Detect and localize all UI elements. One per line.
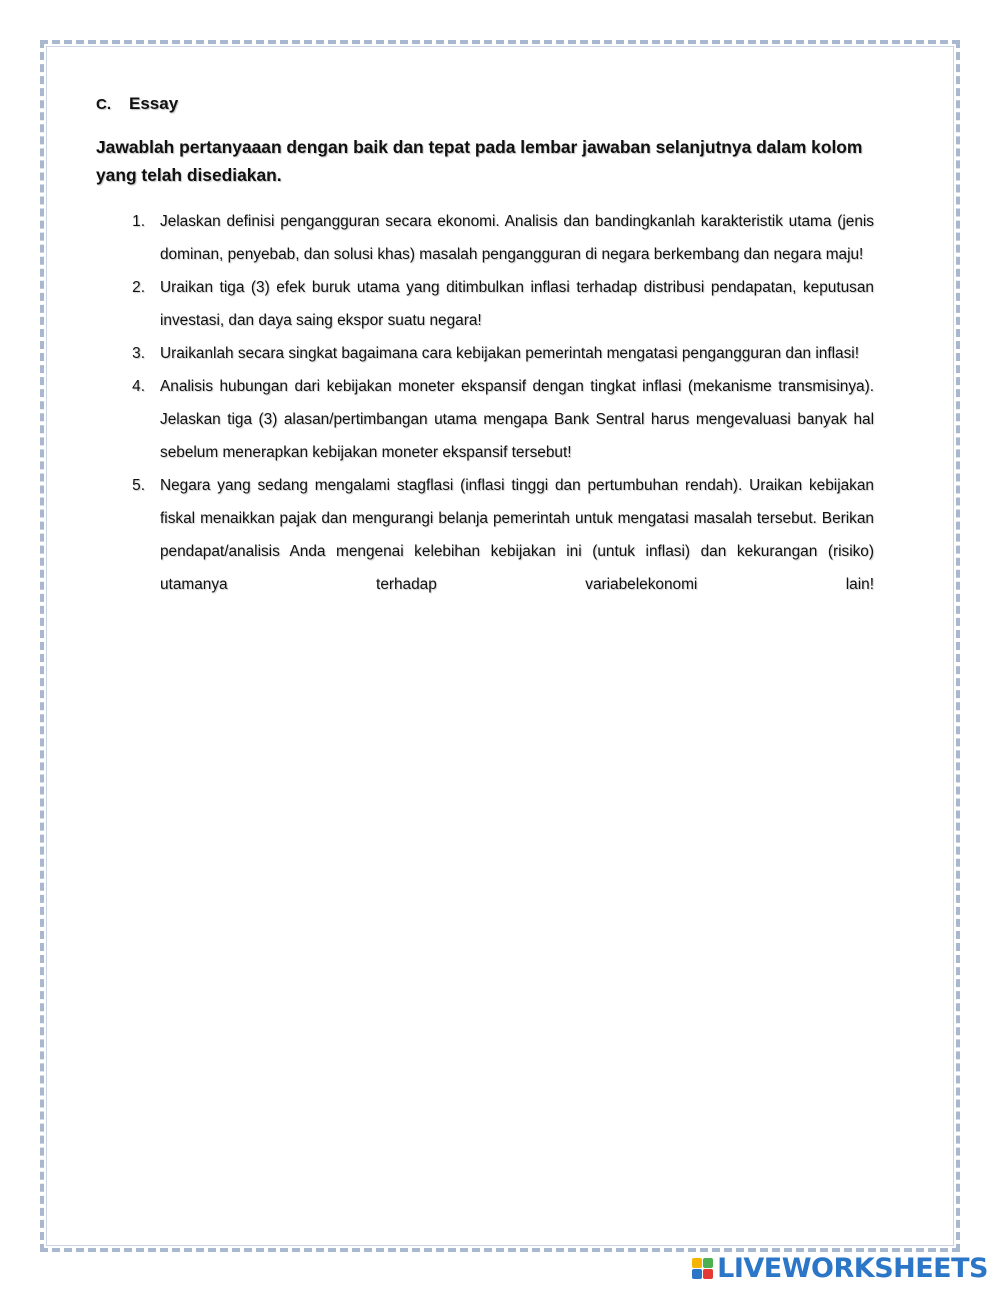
question-number: 3. bbox=[132, 345, 145, 362]
question-number: 2. bbox=[132, 279, 145, 296]
question-item bbox=[96, 271, 874, 337]
watermark-text: LIVEWORKSHEETS bbox=[717, 1253, 988, 1284]
section-heading bbox=[96, 94, 874, 114]
liveworksheets-watermark bbox=[692, 1253, 988, 1284]
logo-tile bbox=[703, 1269, 713, 1279]
question-text: Jelaskan definisi pengangguran secara ekonomi. Analisis dan bandingkanlah karakteristik utama (jenis dominan, penyebab, dan solusi khas) masalah pengangguran di negara berkembang dan negara maju! bbox=[160, 213, 874, 263]
question-number: 1. bbox=[132, 213, 145, 230]
question-number: 4. bbox=[132, 378, 145, 395]
question-item bbox=[96, 337, 874, 370]
logo-tile bbox=[692, 1269, 702, 1279]
question-item bbox=[96, 370, 874, 469]
question-text: Uraikan tiga (3) efek buruk utama yang ditimbulkan inflasi terhadap distribusi pendapatan, keputusan investasi, dan daya saing ekspor suatu negara! bbox=[160, 279, 874, 329]
question-item bbox=[96, 205, 874, 271]
question-text: Analisis hubungan dari kebijakan moneter ekspansif dengan tingkat inflasi (mekanisme transmisinya). Jelaskan tiga (3) alasan/pertimbangan utama mengapa Bank Sentral harus mengevaluasi banyak hal sebelum menerapkan kebijakan moneter ekspansif tersebut! bbox=[160, 378, 874, 461]
question-number: 5. bbox=[132, 477, 145, 494]
question-item bbox=[96, 469, 874, 601]
liveworksheets-logo-icon bbox=[692, 1258, 713, 1279]
section-title: Essay bbox=[129, 94, 179, 113]
instruction-text: Jawablah pertanyaaan dengan baik dan tepat pada lembar jawaban selanjutnya dalam kolom yang telah disediakan. bbox=[96, 137, 863, 185]
question-text: Uraikanlah secara singkat bagaimana cara kebijakan pemerintah mengatasi pengangguran dan inflasi! bbox=[160, 345, 860, 362]
logo-tile bbox=[692, 1258, 702, 1268]
question-list bbox=[96, 205, 874, 601]
worksheet-content bbox=[96, 90, 874, 601]
section-letter: C. bbox=[96, 96, 111, 113]
logo-tile bbox=[703, 1258, 713, 1268]
question-text: Negara yang sedang mengalami stagflasi (inflasi tinggi dan pertumbuhan rendah). Uraikan kebijakan fiskal menaikkan pajak dan mengurangi belanja pemerintah untuk mengatasi masalah tersebut. Berikan pendapat/analisis Anda mengenai kelebihan kebijakan ini (untuk inflasi) dan kekurangan (risiko) utamanya terhadap variabelekonomi lain! bbox=[160, 477, 874, 593]
